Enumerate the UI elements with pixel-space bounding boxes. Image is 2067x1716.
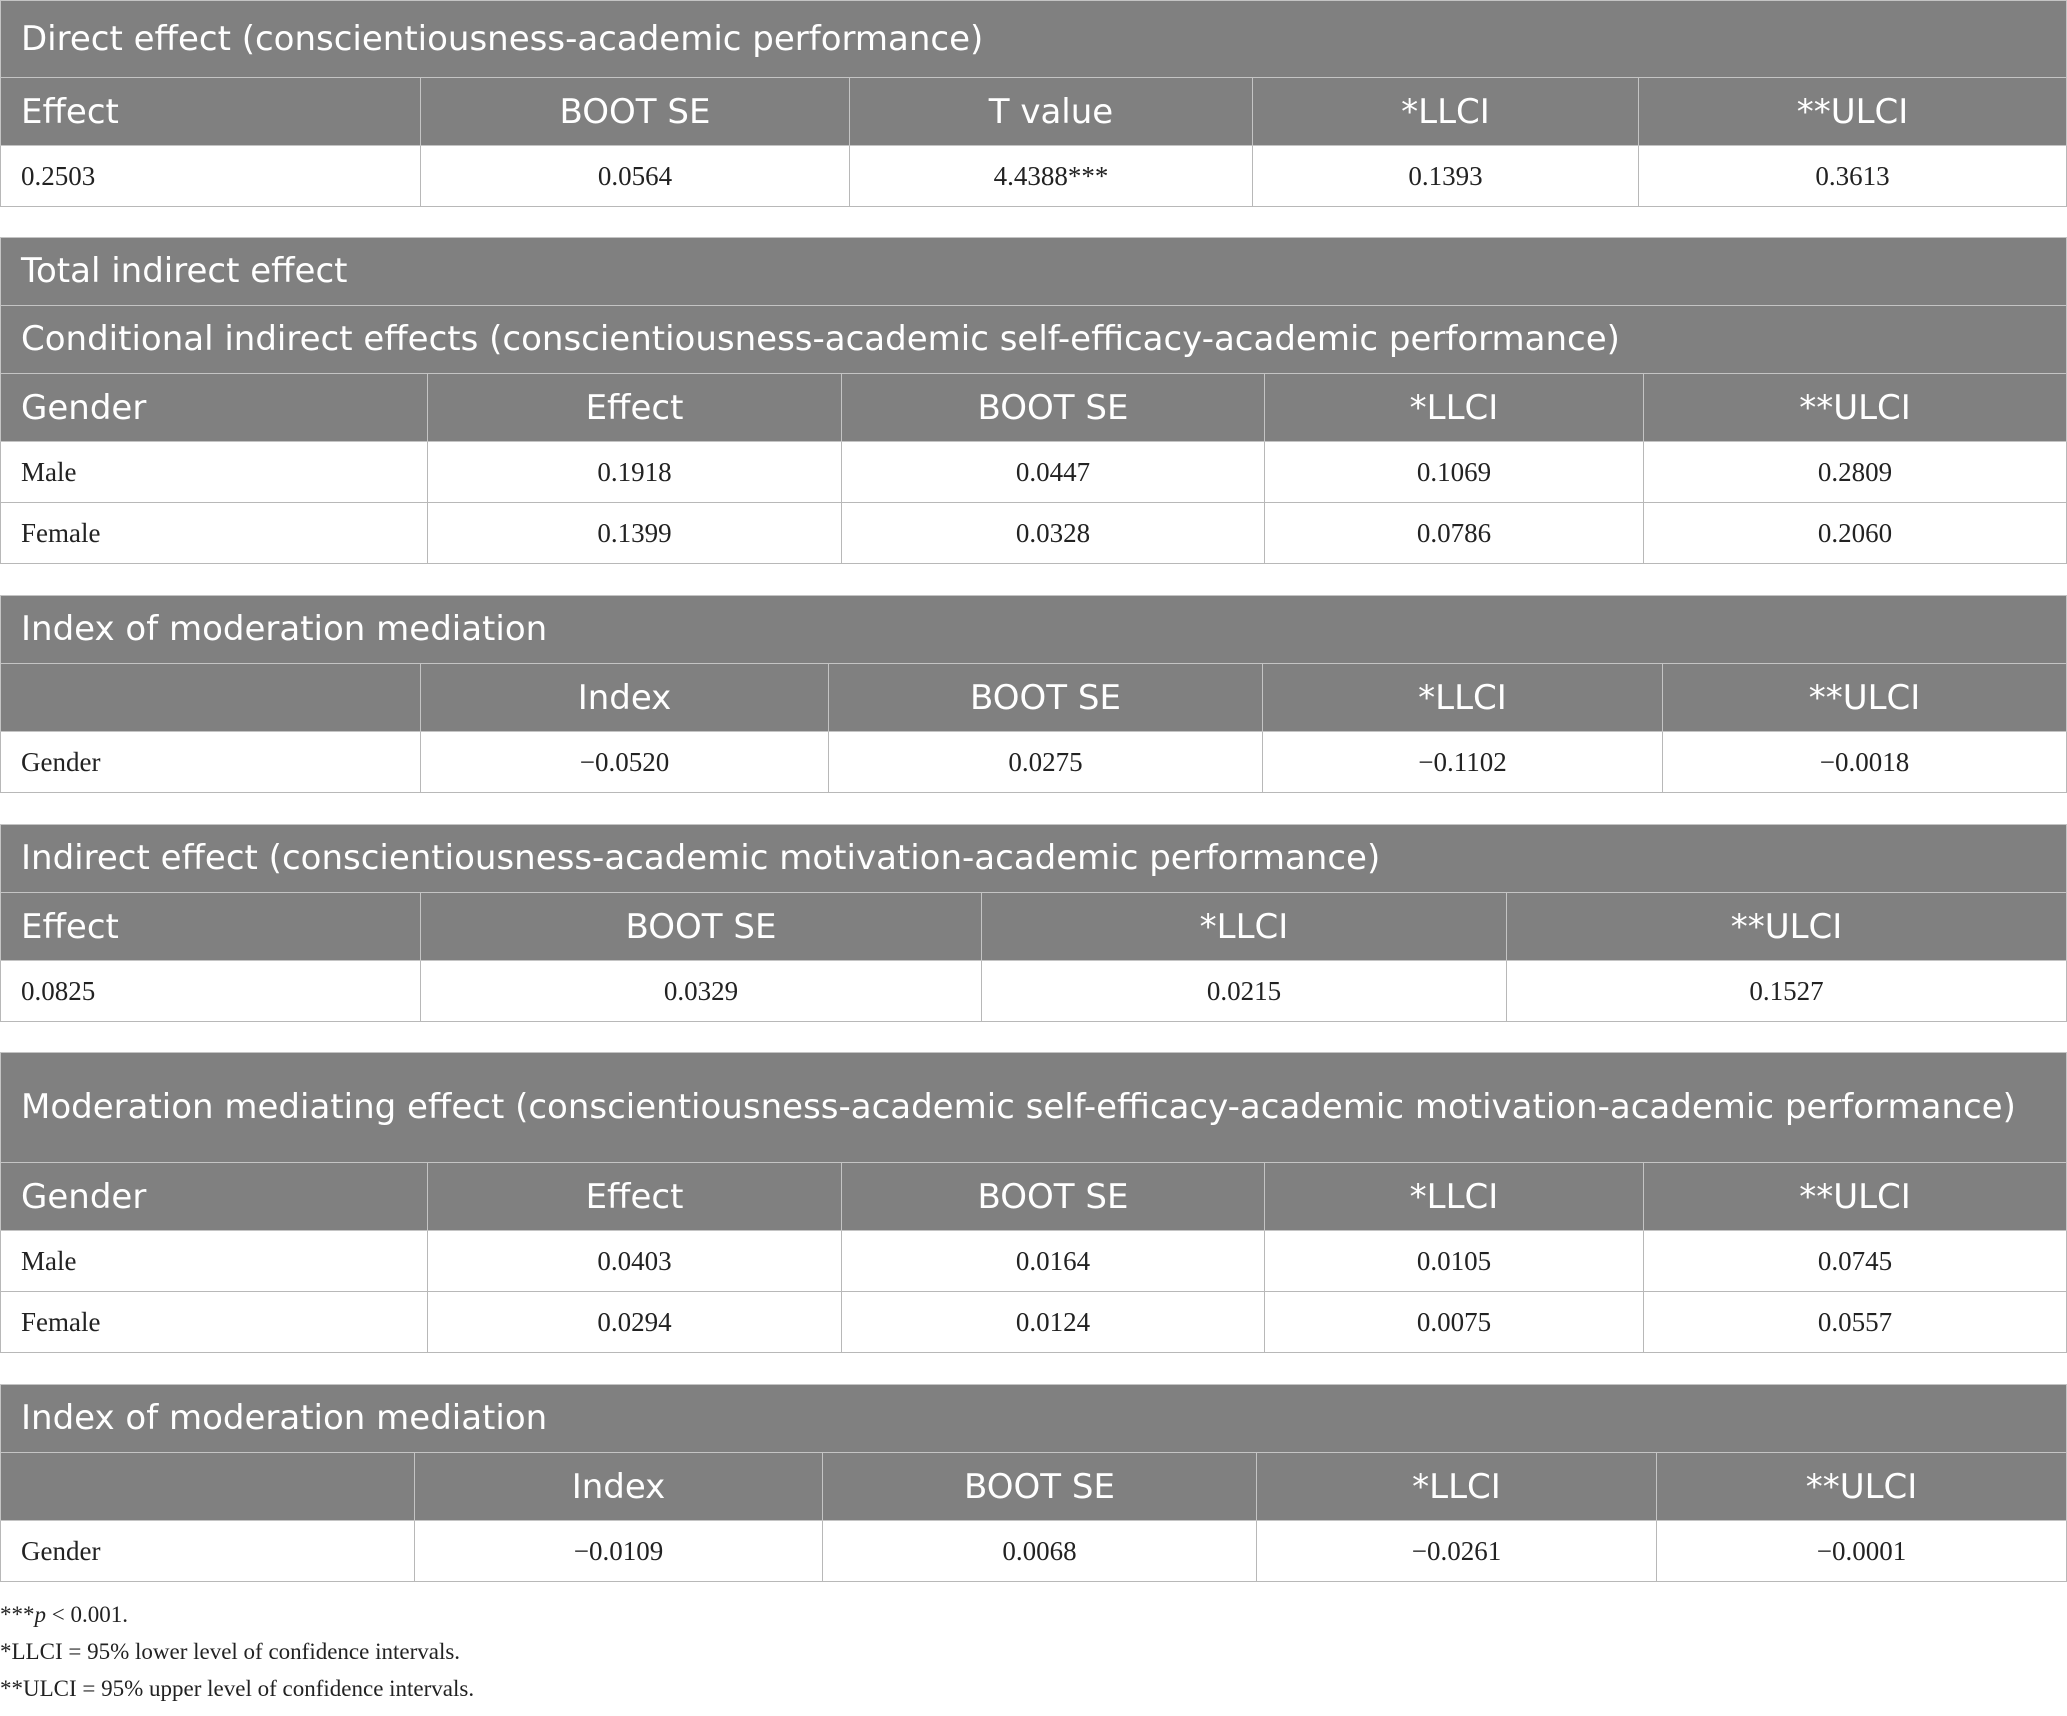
direct-effect-table — [0, 0, 2067, 207]
col-header: **ULCI — [1639, 78, 2067, 146]
table-cell: Female — [1, 1292, 428, 1353]
col-header: Effect — [428, 374, 842, 442]
total-indirect-table — [0, 237, 2067, 564]
table-cell: 0.0328 — [842, 503, 1265, 564]
table-title: Indirect effect (conscientiousness-academic motivation-academic performance) — [1, 825, 2067, 893]
footnote-llci: *LLCI = 95% lower level of confidence intervals. — [0, 1639, 461, 1664]
footnote-significance — [0, 1596, 474, 1633]
table-row — [1, 146, 2067, 207]
index-moderation-table-2 — [0, 1384, 2067, 1582]
table-cell: Male — [1, 1231, 428, 1292]
col-header: BOOT SE — [829, 664, 1263, 732]
table-row — [1, 732, 2067, 793]
table-subtitle: Conditional indirect effects (conscientiousness-academic self-efficacy-academic performance) — [1, 306, 2067, 374]
col-header — [1, 664, 421, 732]
table-cell: 0.1393 — [1253, 146, 1639, 207]
col-header: BOOT SE — [842, 374, 1265, 442]
indirect-motivation-table — [0, 824, 2067, 1022]
col-header: *LLCI — [982, 893, 1507, 961]
table-cell: 0.0557 — [1644, 1292, 2067, 1353]
table-cell: 0.2503 — [1, 146, 421, 207]
table-cell: 0.0068 — [823, 1521, 1257, 1582]
col-header: **ULCI — [1644, 1163, 2067, 1231]
table-cell: Female — [1, 503, 428, 564]
col-header: Effect — [428, 1163, 842, 1231]
col-header: BOOT SE — [421, 893, 982, 961]
table-cell: 0.0745 — [1644, 1231, 2067, 1292]
table-row — [1, 961, 2067, 1022]
col-header: Effect — [1, 893, 421, 961]
col-header: **ULCI — [1657, 1453, 2067, 1521]
col-header: *LLCI — [1265, 1163, 1644, 1231]
table-cell: 0.0403 — [428, 1231, 842, 1292]
table-cell: −0.0520 — [421, 732, 829, 793]
col-header: **ULCI — [1507, 893, 2067, 961]
index-moderation-table-1 — [0, 595, 2067, 793]
table-cell: 0.2060 — [1644, 503, 2067, 564]
table-cell: 0.0786 — [1265, 503, 1644, 564]
table-cell: 0.0825 — [1, 961, 421, 1022]
footnotes — [0, 1596, 474, 1707]
table-cell: Gender — [1, 1521, 415, 1582]
table-cell: 0.0105 — [1265, 1231, 1644, 1292]
table-cell: 0.0075 — [1265, 1292, 1644, 1353]
table-cell: 0.0215 — [982, 961, 1507, 1022]
table-cell: −0.0018 — [1663, 732, 2067, 793]
table-cell: Gender — [1, 732, 421, 793]
table-cell: 0.1918 — [428, 442, 842, 503]
col-header: *LLCI — [1265, 374, 1644, 442]
footnote-threshold: < 0.001. — [46, 1602, 128, 1627]
table-cell: 0.2809 — [1644, 442, 2067, 503]
col-header — [1, 1453, 415, 1521]
col-header: BOOT SE — [421, 78, 850, 146]
table-row — [1, 442, 2067, 503]
table-cell: 0.0124 — [842, 1292, 1265, 1353]
table-title: Moderation mediating effect (conscientiousness-academic self-efficacy-academic motivation-academic performance) — [1, 1053, 2067, 1163]
table-cell: 0.0447 — [842, 442, 1265, 503]
table-row — [1, 503, 2067, 564]
col-header: Gender — [1, 1163, 428, 1231]
table-cell: −0.0001 — [1657, 1521, 2067, 1582]
col-header: Effect — [1, 78, 421, 146]
table-cell: 4.4388*** — [850, 146, 1253, 207]
table-cell: 0.0275 — [829, 732, 1263, 793]
table-title: Total indirect effect — [1, 238, 2067, 306]
table-title: Index of moderation mediation — [1, 596, 2067, 664]
table-cell: 0.0564 — [421, 146, 850, 207]
table-cell: 0.3613 — [1639, 146, 2067, 207]
col-header: BOOT SE — [823, 1453, 1257, 1521]
footnote-p: p — [34, 1602, 46, 1627]
table-row — [1, 1231, 2067, 1292]
col-header: **ULCI — [1663, 664, 2067, 732]
col-header: T value — [850, 78, 1253, 146]
table-cell: 0.1527 — [1507, 961, 2067, 1022]
table-cell: −0.0109 — [415, 1521, 823, 1582]
table-cell: 0.0329 — [421, 961, 982, 1022]
col-header: BOOT SE — [842, 1163, 1265, 1231]
col-header: Gender — [1, 374, 428, 442]
table-row — [1, 1521, 2067, 1582]
table-cell: 0.1399 — [428, 503, 842, 564]
table-cell: Male — [1, 442, 428, 503]
moderation-mediating-table — [0, 1052, 2067, 1353]
table-cell: 0.0294 — [428, 1292, 842, 1353]
col-header: Index — [415, 1453, 823, 1521]
table-title: Index of moderation mediation — [1, 1385, 2067, 1453]
table-cell: −0.1102 — [1263, 732, 1663, 793]
col-header: **ULCI — [1644, 374, 2067, 442]
col-header: *LLCI — [1257, 1453, 1657, 1521]
footnote-ulci: **ULCI = 95% upper level of confidence intervals. — [0, 1676, 475, 1701]
col-header: Index — [421, 664, 829, 732]
table-cell: 0.1069 — [1265, 442, 1644, 503]
footnote-stars: *** — [0, 1602, 35, 1627]
table-title: Direct effect (conscientiousness-academic performance) — [1, 1, 2067, 78]
table-row — [1, 1292, 2067, 1353]
col-header: *LLCI — [1253, 78, 1639, 146]
col-header: *LLCI — [1263, 664, 1663, 732]
table-cell: −0.0261 — [1257, 1521, 1657, 1582]
table-cell: 0.0164 — [842, 1231, 1265, 1292]
